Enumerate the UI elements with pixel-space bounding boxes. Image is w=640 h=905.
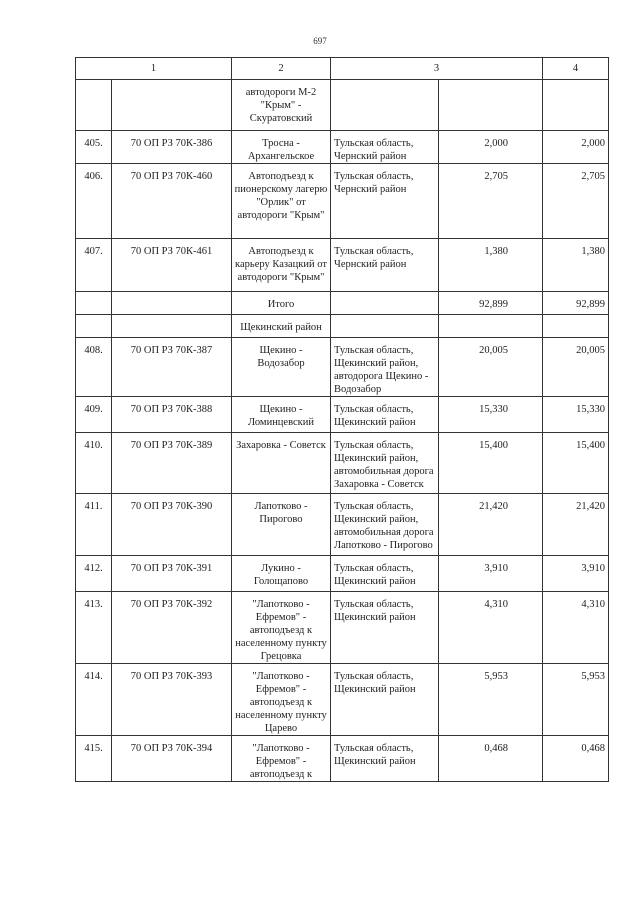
road-name — [232, 433, 331, 494]
road-name — [232, 397, 331, 433]
road-code: 70 ОП РЗ 70К-394 — [112, 736, 232, 782]
row-number: 414. — [76, 664, 112, 736]
road-code: 70 ОП РЗ 70К-390 — [112, 494, 232, 556]
road-name-line: населенному пункту — [235, 710, 327, 721]
road-length: 3,910 — [439, 556, 543, 592]
road-name-line: Водозабор — [257, 358, 305, 369]
road-location-line: Щекинский район — [334, 417, 416, 428]
road-name-line: Скуратовский — [249, 113, 313, 124]
table-row — [76, 494, 609, 556]
road-length: 5,953 — [439, 664, 543, 736]
row-number: 412. — [76, 556, 112, 592]
road-name-line: Ломинцевский — [248, 417, 314, 428]
road-length: 2,000 — [439, 131, 543, 164]
road-location-line: Щекинский район — [334, 612, 416, 623]
road-location-line: Чернский район — [334, 184, 407, 195]
road-code: 70 ОП РЗ 70К-386 — [112, 131, 232, 164]
road-length: 15,330 — [439, 397, 543, 433]
row-number: 410. — [76, 433, 112, 494]
table-row — [76, 433, 609, 494]
road-location-line: Щекинский район — [334, 756, 416, 767]
road-location — [331, 164, 439, 239]
road-location-line: Тульская область, — [334, 501, 414, 512]
road-location — [331, 315, 439, 338]
road-length: 20,005 — [439, 338, 543, 397]
header-col-3: 3 — [331, 58, 543, 80]
table-row — [76, 292, 609, 315]
road-name — [232, 239, 331, 292]
table-row — [76, 592, 609, 664]
road-length-total: 20,005 — [543, 338, 609, 397]
road-name-line: "Лапотково - — [252, 743, 310, 754]
road-name-line: Щекино - — [259, 404, 303, 415]
road-length-total: 0,468 — [543, 736, 609, 782]
road-name-line: Автоподъезд к — [248, 171, 314, 182]
road-name-line: "Лапотково - — [252, 599, 310, 610]
road-code: 70 ОП РЗ 70К-387 — [112, 338, 232, 397]
road-name-line: Щекино - — [259, 345, 303, 356]
road-name-line: Архангельское — [247, 151, 315, 162]
road-length-total: 92,899 — [543, 292, 609, 315]
row-number: 405. — [76, 131, 112, 164]
road-name-line: Автоподъезд к — [248, 246, 314, 257]
road-name-line: "Крым" - — [260, 100, 302, 111]
road-name-line: Голощапово — [253, 576, 309, 587]
road-location — [331, 397, 439, 433]
road-name — [232, 556, 331, 592]
road-location — [331, 292, 439, 315]
road-location — [331, 556, 439, 592]
road-name — [232, 494, 331, 556]
road-length-total: 21,420 — [543, 494, 609, 556]
road-name-line: "Орлик" от — [256, 197, 306, 208]
row-number: 415. — [76, 736, 112, 782]
road-length: 1,380 — [439, 239, 543, 292]
road-location-line: Тульская область, — [334, 345, 414, 356]
road-length-total: 3,910 — [543, 556, 609, 592]
road-length-total: 4,310 — [543, 592, 609, 664]
table-header-row — [76, 58, 609, 80]
road-name-line: "Лапотково - — [252, 671, 310, 682]
road-name — [232, 338, 331, 397]
road-name-line: карьеру Казацкий от — [235, 259, 327, 270]
road-location — [331, 80, 439, 131]
road-location — [331, 131, 439, 164]
road-length — [439, 80, 543, 131]
road-code: 70 ОП РЗ 70К-389 — [112, 433, 232, 494]
row-number: 411. — [76, 494, 112, 556]
row-number: 413. — [76, 592, 112, 664]
road-name-line: Ефремов" - — [255, 612, 307, 623]
table-row — [76, 131, 609, 164]
road-location-line: Тульская область, — [334, 440, 414, 451]
road-name — [232, 80, 331, 131]
road-length-total: 15,400 — [543, 433, 609, 494]
road-name-line: Тросна - — [262, 138, 300, 149]
road-name-line: автоподъезд к — [249, 625, 313, 636]
road-code: 70 ОП РЗ 70К-388 — [112, 397, 232, 433]
road-location-line: автомобильная дорога — [334, 527, 434, 538]
road-name-line: Захаровка - Советск — [236, 440, 326, 451]
road-code — [112, 292, 232, 315]
road-location-line: Захаровка - Советск — [334, 479, 424, 490]
road-name-line: автодороги "Крым" — [237, 272, 325, 283]
road-name-line: Пирогово — [259, 514, 303, 525]
road-length-total: 15,330 — [543, 397, 609, 433]
road-code — [112, 315, 232, 338]
road-name-line: пионерскому лагерю — [234, 184, 328, 195]
road-name-line: Царево — [264, 723, 298, 734]
row-number — [76, 315, 112, 338]
table-row — [76, 397, 609, 433]
road-code: 70 ОП РЗ 70К-391 — [112, 556, 232, 592]
road-location-line: Тульская область, — [334, 246, 414, 257]
road-location — [331, 736, 439, 782]
road-location — [331, 494, 439, 556]
road-name-line: Грецовка — [260, 651, 302, 662]
road-length: 21,420 — [439, 494, 543, 556]
road-code: 70 ОП РЗ 70К-460 — [112, 164, 232, 239]
road-length-total: 1,380 — [543, 239, 609, 292]
road-location — [331, 433, 439, 494]
row-number: 407. — [76, 239, 112, 292]
row-number — [76, 292, 112, 315]
road-location-line: Лапотково - Пирогово — [334, 540, 433, 551]
road-location-line: Тульская область, — [334, 404, 414, 415]
road-name-line: Итого — [267, 299, 295, 310]
road-location-line: Чернский район — [334, 151, 407, 162]
road-name-line: Щекинский район — [240, 322, 322, 333]
road-location-line: Тульская область, — [334, 171, 414, 182]
road-name-line: автодороги "Крым" — [237, 210, 325, 221]
road-location — [331, 664, 439, 736]
road-name — [232, 292, 331, 315]
road-length: 4,310 — [439, 592, 543, 664]
road-name-line: Лапотково - — [254, 501, 308, 512]
road-name — [232, 592, 331, 664]
road-length: 0,468 — [439, 736, 543, 782]
table-row — [76, 164, 609, 239]
page-number: 697 — [313, 36, 327, 46]
header-col-2: 2 — [232, 58, 331, 80]
road-location-line: Щекинский район — [334, 684, 416, 695]
header-col-1: 1 — [76, 58, 232, 80]
road-location-line: Тульская область, — [334, 743, 414, 754]
road-code: 70 ОП РЗ 70К-393 — [112, 664, 232, 736]
road-location-line: Щекинский район, — [334, 453, 419, 464]
table-row — [76, 239, 609, 292]
road-location-line: автодорога Щекино - — [334, 371, 429, 382]
road-code — [112, 80, 232, 131]
table-row — [76, 80, 609, 131]
road-name-line: автоподъезд к — [249, 769, 313, 780]
road-registry-table — [75, 57, 609, 782]
road-name-line: автоподъезд к — [249, 697, 313, 708]
road-length: 15,400 — [439, 433, 543, 494]
road-length-total: 2,705 — [543, 164, 609, 239]
table-row — [76, 736, 609, 782]
road-name-line: Ефремов" - — [255, 684, 307, 695]
road-code: 70 ОП РЗ 70К-461 — [112, 239, 232, 292]
road-location-line: Чернский район — [334, 259, 407, 270]
table-row — [76, 556, 609, 592]
road-location-line: Тульская область, — [334, 563, 414, 574]
road-length: 2,705 — [439, 164, 543, 239]
road-name — [232, 131, 331, 164]
road-name — [232, 664, 331, 736]
road-location-line: Щекинский район — [334, 576, 416, 587]
row-number — [76, 80, 112, 131]
road-name — [232, 315, 331, 338]
road-location-line: Щекинский район, — [334, 514, 419, 525]
road-length-total: 2,000 — [543, 131, 609, 164]
row-number: 408. — [76, 338, 112, 397]
road-length-total — [543, 315, 609, 338]
table-row — [76, 664, 609, 736]
road-name-line: Ефремов" - — [255, 756, 307, 767]
road-location-line: Водозабор — [334, 384, 382, 395]
road-name-line: населенному пункту — [235, 638, 327, 649]
road-name — [232, 164, 331, 239]
row-number: 406. — [76, 164, 112, 239]
road-length — [439, 315, 543, 338]
road-name-line: Лукино - — [261, 563, 301, 574]
road-name-line: автодороги М-2 — [245, 87, 317, 98]
road-length-total: 5,953 — [543, 664, 609, 736]
table-row — [76, 315, 609, 338]
table-row — [76, 338, 609, 397]
road-length-total — [543, 80, 609, 131]
road-name — [232, 736, 331, 782]
road-location-line: Тульская область, — [334, 599, 414, 610]
road-location-line: Тульская область, — [334, 138, 414, 149]
road-location — [331, 338, 439, 397]
road-location-line: Щекинский район, — [334, 358, 419, 369]
road-location-line: Тульская область, — [334, 671, 414, 682]
road-length: 92,899 — [439, 292, 543, 315]
road-location — [331, 592, 439, 664]
road-code: 70 ОП РЗ 70К-392 — [112, 592, 232, 664]
header-col-4: 4 — [543, 58, 609, 80]
row-number: 409. — [76, 397, 112, 433]
road-location — [331, 239, 439, 292]
road-location-line: автомобильная дорога — [334, 466, 434, 477]
